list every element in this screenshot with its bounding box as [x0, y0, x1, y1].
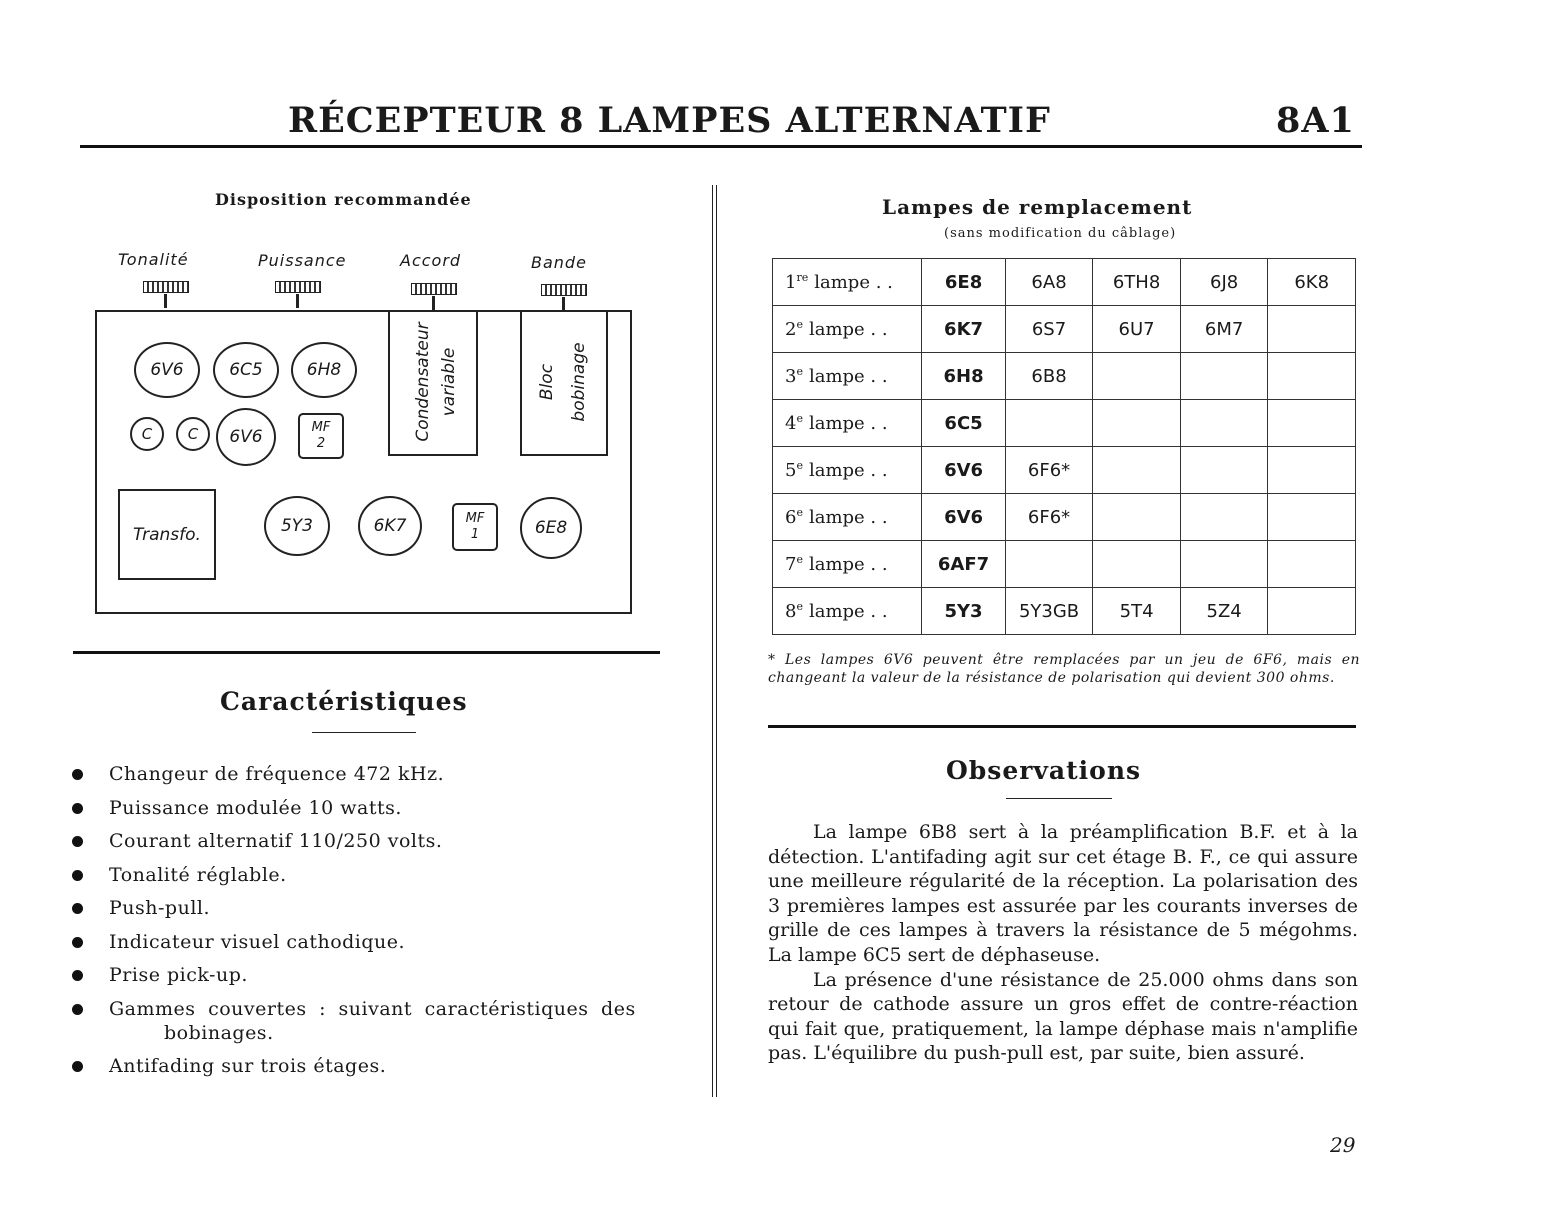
observations-body: [768, 820, 1358, 1066]
tube-6e8: 6E8: [520, 497, 582, 559]
observations-title: Observations: [946, 756, 1142, 785]
lamp-primary: 5Y3: [922, 588, 1005, 635]
observations-paragraph-2: La présence d'une résistance de 25.000 ohms dans son retour de cathode assure un gros effet de contre-réaction qui fait que, pratiquement, la lampe déphase mais n'amplifie pas. L'équilibre du push-pull est, par suite, bien assuré.: [768, 968, 1358, 1065]
power-transformer: Transfo.: [118, 489, 216, 580]
knob-label-band: Bande: [531, 253, 587, 272]
lamp-alternative: [1180, 494, 1268, 541]
knob-stem: [432, 296, 435, 310]
footnote: * Les lampes 6V6 peuvent être remplacées par un jeu de 6F6, mais en changeant la valeur de la résistance de polarisation qui devient 300 ohms.: [768, 652, 1360, 686]
tube-6c5: 6C5: [213, 342, 279, 398]
lamp-alternative: 6K8: [1268, 259, 1356, 306]
lamp-alternative: [1005, 541, 1093, 588]
lamp-alternative: [1093, 494, 1181, 541]
list-item: Gammes couvertes : suivant caractéristiques des bobinages.: [72, 997, 662, 1045]
lamp-alternative: 6M7: [1180, 306, 1268, 353]
knob-icon: [143, 281, 189, 293]
condenser-line1: Condensateur: [413, 322, 433, 442]
characteristics-title: Caractéristiques: [220, 687, 468, 716]
bullet-icon: [72, 870, 83, 881]
lamp-position: 2e lampe . .: [773, 306, 922, 353]
table-row: [773, 447, 1356, 494]
replacement-title: Lampes de remplacement: [882, 195, 1193, 219]
coil-line2: bobinage: [569, 342, 589, 422]
lamp-position: 4e lampe . .: [773, 400, 922, 447]
lamp-alternative: [1180, 353, 1268, 400]
model-code: 8A1: [1276, 100, 1355, 141]
lamp-alternative: [1268, 494, 1356, 541]
page-title: RÉCEPTEUR 8 LAMPES ALTERNATIF: [288, 100, 1051, 141]
knob-stem: [562, 297, 565, 311]
section-rule: [73, 651, 660, 654]
tube-6v6-a: 6V6: [134, 342, 200, 398]
replacement-subtitle: (sans modification du câblage): [944, 226, 1177, 241]
replacement-table: [772, 258, 1356, 635]
list-item: Push-pull.: [72, 896, 662, 920]
lamp-alternative: 6S7: [1005, 306, 1093, 353]
bullet-icon: [72, 803, 83, 814]
knob-label-tone: Tonalité: [118, 250, 189, 269]
lamp-alternative: 6TH8: [1093, 259, 1181, 306]
table-row: [773, 259, 1356, 306]
lamp-alternative: [1268, 447, 1356, 494]
list-item: Tonalité réglable.: [72, 863, 662, 887]
section-rule: [768, 725, 1356, 728]
knob-label-volume: Puissance: [258, 251, 347, 270]
lamp-alternative: 5Z4: [1180, 588, 1268, 635]
knob-icon: [275, 281, 321, 293]
tube-6h8: 6H8: [291, 342, 357, 398]
lamp-alternative: [1180, 447, 1268, 494]
bullet-icon: [72, 903, 83, 914]
lamp-alternative: 6F6*: [1005, 494, 1093, 541]
column-divider-right: [716, 185, 717, 1097]
knob-label-tuning: Accord: [400, 251, 462, 270]
lamp-position: 8e lampe . .: [773, 588, 922, 635]
table-row: [773, 353, 1356, 400]
lamp-position: 5e lampe . .: [773, 447, 922, 494]
knob-icon: [411, 283, 457, 295]
title-underline: [1006, 798, 1112, 799]
table-row: [773, 541, 1356, 588]
mf2-line2: 2: [316, 436, 326, 451]
lamp-alternative: 6J8: [1180, 259, 1268, 306]
lamp-alternative: 6A8: [1005, 259, 1093, 306]
lamp-alternative: [1268, 400, 1356, 447]
title-underline: [312, 732, 416, 733]
mf2-transformer: [298, 413, 344, 459]
lamp-alternative: [1093, 541, 1181, 588]
list-item: Puissance modulée 10 watts.: [72, 796, 662, 820]
table-row: [773, 588, 1356, 635]
list-item: Indicateur visuel cathodique.: [72, 930, 662, 954]
lamp-alternative: 5Y3GB: [1005, 588, 1093, 635]
lamp-alternative: [1268, 353, 1356, 400]
mf1-line2: 1: [470, 527, 480, 542]
list-item: Antifading sur trois étages.: [72, 1054, 662, 1078]
coil-line1: Bloc: [537, 363, 557, 401]
lamp-position: 1re lampe . .: [773, 259, 922, 306]
lamp-alternative: 6U7: [1093, 306, 1181, 353]
observations-paragraph-1: La lampe 6B8 sert à la préamplification B.F. et à la détection. L'antifading agit sur cet étage B. F., ce qui assure une meilleure régularité de la réception. La polarisation des 3 premières lampes est assurée par les courants inverses de grille de ces lampes à travers la résistance de 5 mégohms. La lampe 6C5 sert de déphaseuse.: [768, 821, 1358, 966]
table-row: [773, 306, 1356, 353]
lamp-alternative: [1093, 447, 1181, 494]
condenser-line2: variable: [439, 347, 459, 417]
mf2-line1: MF: [311, 420, 331, 435]
lamp-position: 7e lampe . .: [773, 541, 922, 588]
tube-6k7: 6K7: [358, 496, 422, 556]
bullet-icon: [72, 769, 83, 780]
lamp-alternative: [1180, 541, 1268, 588]
mf1-transformer: [452, 503, 498, 551]
column-divider-left: [712, 185, 713, 1097]
bullet-icon: [72, 836, 83, 847]
capacitor-c1: C: [130, 417, 164, 451]
list-item: Prise pick-up.: [72, 963, 662, 987]
lamp-primary: 6V6: [922, 447, 1005, 494]
lamp-alternative: 6B8: [1005, 353, 1093, 400]
capacitor-c2: C: [176, 417, 210, 451]
lamp-primary: 6AF7: [922, 541, 1005, 588]
mf1-line1: MF: [465, 511, 485, 526]
lamp-position: 6e lampe . .: [773, 494, 922, 541]
bullet-icon: [72, 1061, 83, 1072]
table-row: [773, 400, 1356, 447]
lamp-primary: 6E8: [922, 259, 1005, 306]
lamp-alternative: [1093, 400, 1181, 447]
lamp-alternative: 6F6*: [1005, 447, 1093, 494]
knob-icon: [541, 284, 587, 296]
lamp-alternative: [1005, 400, 1093, 447]
lamp-alternative: 5T4: [1093, 588, 1181, 635]
tube-5y3: 5Y3: [264, 496, 330, 556]
lamp-alternative: [1268, 588, 1356, 635]
coil-block: [520, 310, 608, 456]
lamp-alternative: [1093, 353, 1181, 400]
lamp-alternative: [1180, 400, 1268, 447]
page-number: 29: [1330, 1133, 1356, 1157]
tube-6v6-b: 6V6: [216, 408, 276, 466]
list-item: Changeur de fréquence 472 kHz.: [72, 762, 662, 786]
bullet-icon: [72, 937, 83, 948]
lamp-primary: 6C5: [922, 400, 1005, 447]
knob-stem: [296, 294, 299, 308]
list-item: Courant alternatif 110/250 volts.: [72, 829, 662, 853]
lamp-alternative: [1268, 306, 1356, 353]
knob-stem: [164, 294, 167, 308]
header-rule: [80, 145, 1362, 148]
table-row: [773, 494, 1356, 541]
lamp-alternative: [1268, 541, 1356, 588]
characteristics-list: [72, 762, 662, 1088]
bullet-icon: [72, 970, 83, 981]
variable-condenser: [388, 310, 478, 456]
lamp-primary: 6K7: [922, 306, 1005, 353]
bullet-icon: [72, 1004, 83, 1015]
lamp-position: 3e lampe . .: [773, 353, 922, 400]
layout-title: Disposition recommandée: [215, 190, 472, 209]
lamp-primary: 6H8: [922, 353, 1005, 400]
lamp-primary: 6V6: [922, 494, 1005, 541]
